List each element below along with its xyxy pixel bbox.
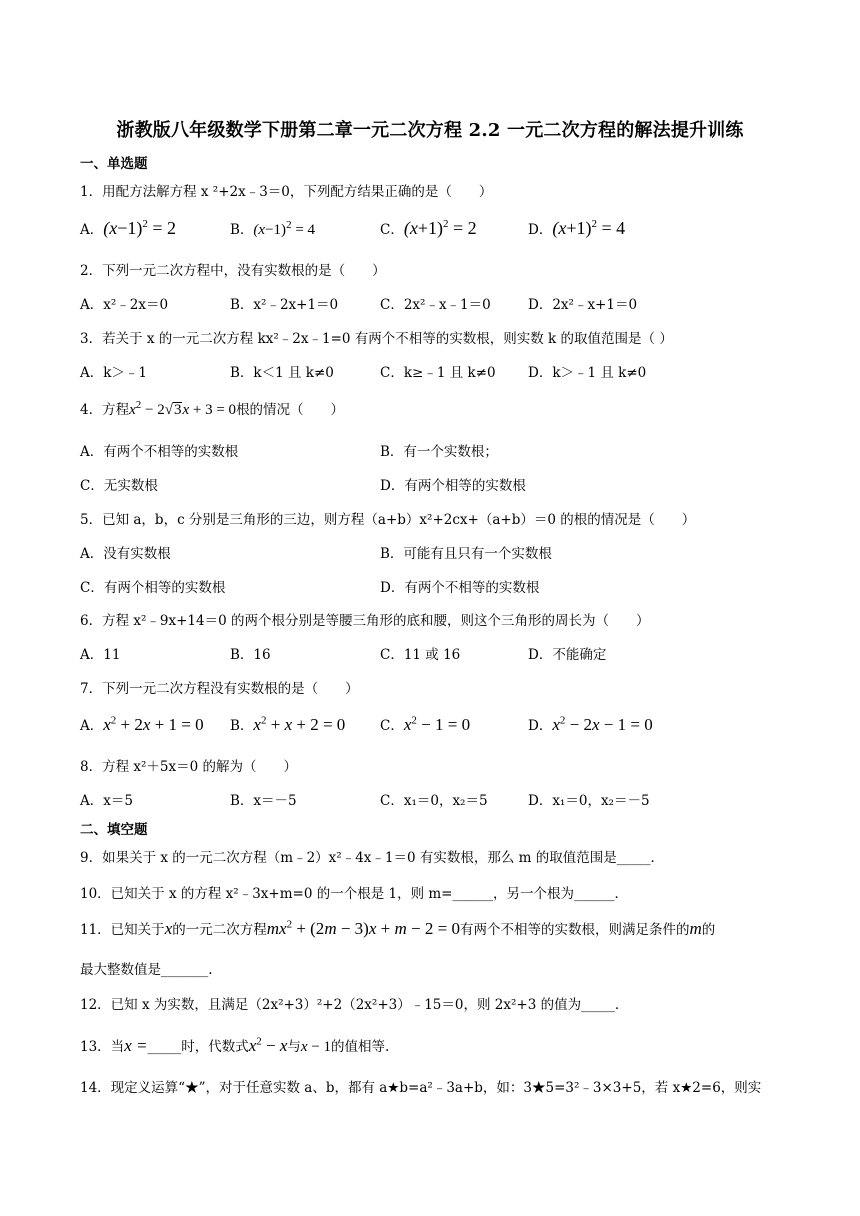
- question-4-option-a: A．有两个不相等的实数根: [80, 444, 239, 460]
- question-6-option-c: C．11 或 16: [380, 647, 461, 663]
- question-11-line-1: 11．已知关于x的一元二次方程$mx^2 + (2m - 3)x + m - 2 = 0$有两个不相等的实数根，则满足条件的m的: [80, 918, 716, 938]
- question-3-option-a: A．k＞﹣1: [80, 365, 148, 381]
- question-1-option-b: B．$(x-1)^2 = 4$: [230, 219, 316, 238]
- question-10: 10．已知关于 x 的方程 x²﹣3x+m=0 的一个根是 1，则 m=______，另一个根为______．: [80, 886, 628, 902]
- question-12: 12．已知 x 为实数，且满足（2x²+3）²+2（2x²+3）﹣15＝0，则 2x²+3 的值为_____．: [80, 997, 629, 1013]
- question-4-option-b: B．有一个实数根；: [380, 444, 498, 460]
- question-8-option-b: B．x＝－5: [230, 793, 297, 809]
- question-5-option-d: D．有两个不相等的实数根: [380, 580, 540, 596]
- question-6-stem: 6．方程 x²﹣9x+14＝0 的两个根分别是等腰三角形的底和腰，则这个三角形的周长为（ ）: [80, 613, 650, 629]
- question-11-equation: $mx^2 + (2m - 3)x + m - 2 = 0$: [266, 918, 460, 938]
- question-14: 14．现定义运算“★”，对于任意实数 a、b，都有 a★b=a²﹣3a+b，如：3★5=3²﹣3×3+5，若 x★2=6，则实: [80, 1080, 762, 1096]
- section-heading-fill-in: 二、填空题: [80, 822, 148, 838]
- question-2-option-d: D．2x²﹣x+1＝0: [528, 297, 638, 313]
- question-8-option-d: D．x₁＝0，x₂＝－5: [528, 793, 650, 809]
- question-2-option-a: A．x²﹣2x＝0: [80, 297, 169, 313]
- question-8-stem: 8．方程 x²＋5x＝0 的解为（ ）: [80, 759, 297, 775]
- page-title: 浙教版八年级数学下册第二章一元二次方程 2.2 一元二次方程的解法提升训练: [116, 120, 744, 141]
- question-7-option-a: A．$x^2 + 2x + 1 = 0$: [80, 714, 204, 734]
- question-1-option-c: C．$(x+1)^2 = 2$: [380, 218, 477, 238]
- question-3-option-c: C．k≥﹣1 且 k≠0: [380, 365, 496, 381]
- question-6-option-d: D．不能确定: [528, 647, 607, 663]
- question-3-option-d: D．k＞﹣1 且 k≠0: [528, 365, 647, 381]
- question-2-option-c: C．2x²﹣x﹣1＝0: [380, 297, 491, 313]
- question-11-line-2: 最大整数值是_______.: [80, 962, 213, 978]
- question-5-option-a: A．没有实数根: [80, 546, 171, 562]
- question-4-option-d: D．有两个相等的实数根: [380, 478, 526, 494]
- question-7-stem: 7．下列一元二次方程没有实数根的是（ ）: [80, 681, 359, 697]
- question-3-option-b: B．k＜1 且 k≠0: [230, 365, 334, 381]
- question-6-option-a: A．11: [80, 647, 121, 663]
- question-4-stem: 4．方程$x^2 - 2√3x + 3 = 0$根的情况（ ）: [80, 399, 345, 418]
- question-5-option-c: C．有两个相等的实数根: [80, 580, 226, 596]
- question-3-stem: 3．若关于 x 的一元二次方程 kx²﹣2x﹣1=0 有两个不相等的实数根，则实数 k 的取值范围是（ ）: [80, 331, 673, 347]
- question-1-option-d: D．$(x+1)^2 = 4$: [528, 218, 626, 238]
- question-7-option-c: C．$x^2 - 1 = 0$: [380, 714, 471, 734]
- question-13: 13．当x =_____时，代数式$x^2 - x$与x − 1的值相等.: [80, 1035, 390, 1055]
- question-7-option-d: D．$x^2 - 2x - 1 = 0$: [528, 714, 653, 734]
- question-2-stem: 2．下列一元二次方程中，没有实数根的是（ ）: [80, 263, 386, 279]
- question-8-option-a: A．x＝5: [80, 793, 133, 809]
- question-1-stem: 1．用配方法解方程 x ²+2x﹣3＝0，下列配方结果正确的是（ ）: [80, 184, 493, 200]
- question-7-option-b: B．$x^2 + x + 2 = 0$: [230, 714, 346, 734]
- question-2-option-b: B．x²﹣2x+1＝0: [230, 297, 339, 313]
- question-5-option-b: B．可能有且只有一个实数根: [380, 546, 552, 562]
- question-1-option-a: A．$(x-1)^2 = 2$: [80, 218, 177, 238]
- question-6-option-b: B．16: [230, 647, 271, 663]
- question-4-equation: $x^2 - 2√3x + 3 = 0$: [129, 399, 237, 418]
- section-heading-single-choice: 一、单选题: [80, 156, 148, 172]
- question-5-stem: 5．已知 a，b，c 分别是三角形的三边，则方程（a+b）x²+2cx+（a+b）＝0 的根的情况是（ ）: [80, 512, 696, 528]
- question-4-option-c: C．无实数根: [80, 478, 158, 494]
- question-8-option-c: C．x₁＝0，x₂＝5: [380, 793, 488, 809]
- question-9: 9．如果关于 x 的一元二次方程（m﹣2）x²﹣4x﹣1＝0 有实数根，那么 m 的取值范围是_____．: [80, 850, 665, 866]
